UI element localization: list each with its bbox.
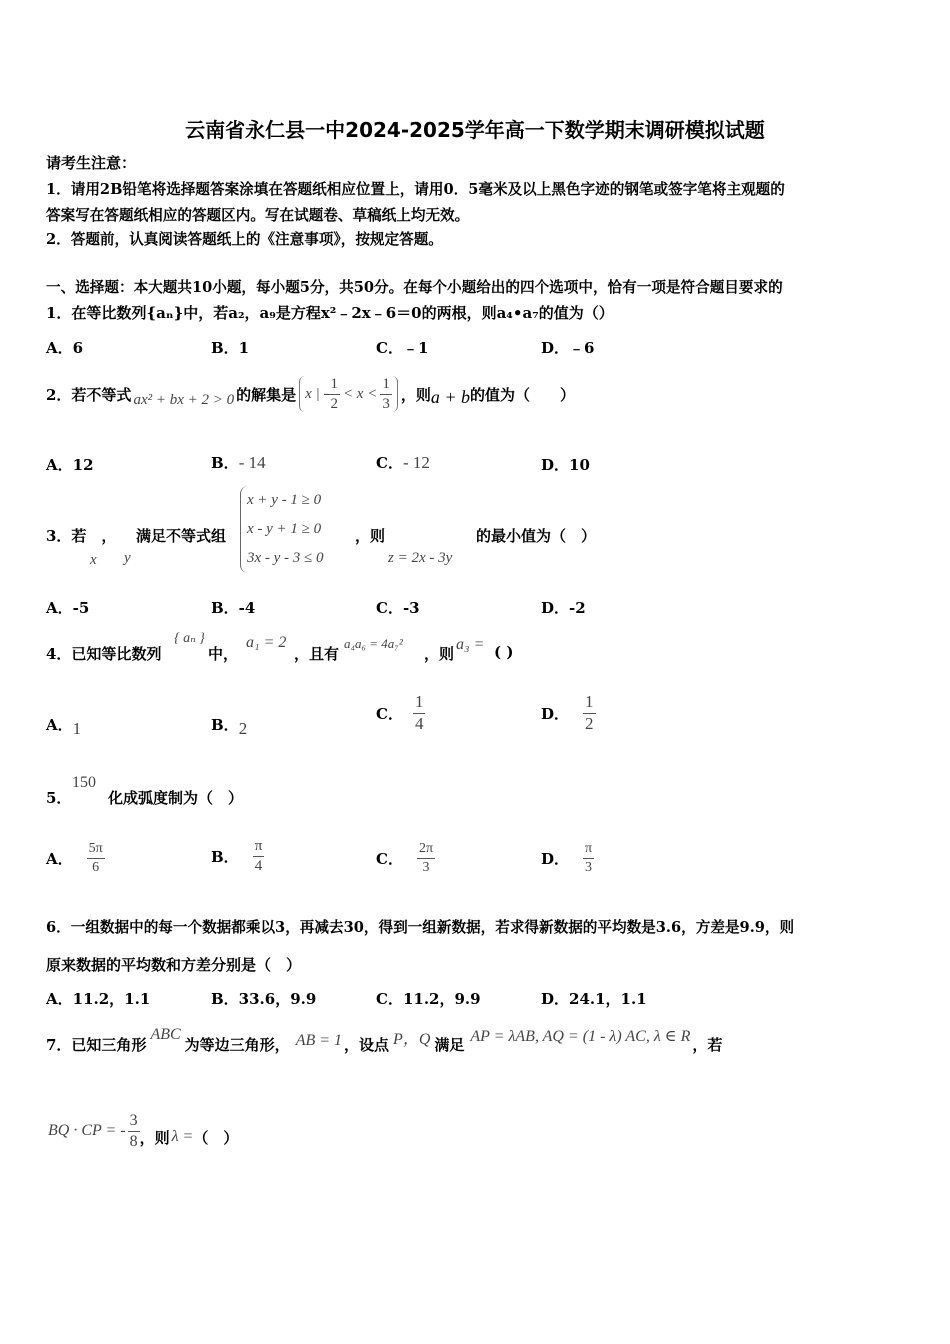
q5-option-b-num: π [253,838,265,857]
q2-set-mid: < x < [342,385,378,402]
q1-option-d: D．﹣6 [541,339,595,357]
q4-option-b [211,714,248,738]
notice-heading: 请考生注意： [46,154,137,172]
q2-text-1: 2．若不等式 [46,385,132,404]
q5-option-c-num: 2π [417,841,435,858]
q7-text-5: ，若 [692,1036,723,1054]
q3-text-1: 3．若 ， [46,527,117,545]
q4-option-a [46,714,82,738]
q4-option-a-value: 1 [72,719,82,738]
q5-option-b-label: B． [211,847,239,866]
q2-frac-2-den: 3 [382,395,390,412]
q4-option-b-label: B． [211,716,239,734]
q4-text-4: ，则 [424,645,455,663]
question-7-stem-2 [48,1108,238,1154]
q2-option-a: A．12 [46,456,94,474]
q7-text-6: ，则 [139,1128,170,1147]
q7-text-4: 满足 [434,1036,465,1054]
q4-text-1: 4．已知等比数列 [46,645,162,663]
q2-frac-1 [328,376,340,412]
q5-option-a-frac [87,841,105,875]
q7-text-1: 7．已知三角形 [46,1036,147,1054]
q6-option-a: A．11.2，1.1 [46,990,151,1008]
q4-option-c-den: 4 [414,713,424,733]
q2-option-d: D．10 [541,456,590,474]
q2-frac-2 [380,376,392,412]
q7-text-7: （ ） [193,1128,239,1147]
q3-text-4: 的最小值为（ ） [476,527,597,545]
q4-option-d-den: 2 [585,713,594,733]
q6-stem-line-1: 6．一组数据中的每一个数据都乘以3，再减去30，得到一组新数据，若求得新数据的平均数是3.6，方差是9.9，则 [46,919,795,936]
q5-degree: 150 [72,774,96,791]
q2-frac-1-den: 2 [330,395,338,412]
q2-option-c [376,452,430,473]
q5-option-d-frac [583,841,594,875]
q6-option-b: B．33.6，9.9 [211,990,317,1008]
q5-option-d-den: 3 [585,859,593,875]
page-title: 云南省永仁县一中2024-2025学年高一下数学期末调研模拟试题 [185,118,765,142]
q3-inequality-system [240,486,324,573]
q5-text-1: 5． [46,789,72,807]
section-heading: 一、选择题：本大题共10小题，每小题5分，共50分。在每个小题给出的四个选项中，恰有一项是符合题目要求的 [46,279,783,296]
q2-text-4: 的值为（ ） [470,385,576,404]
q7-condition: AP = λAB, AQ = (1 - λ) AC, λ ∈ R [470,1028,691,1045]
q5-option-a-label: A． [46,849,73,868]
q1-option-a: A．6 [46,339,84,357]
q5-text-2: 化成弧度制为（ ） [108,789,244,807]
q6-stem-line-2: 原来数据的平均数和方差分别是（ ） [46,956,302,974]
q3-objective: z = 2x - 3y [388,550,453,566]
q1-option-b: B．1 [211,339,250,357]
q2-text-2: 的解集是 [236,385,297,404]
q7-points: P，Q [393,1031,431,1048]
q4-text-3: ，且有 [294,645,340,663]
q4-text-2: 中， [208,645,239,663]
q4-option-a-label: A． [46,716,73,734]
q6-option-c: C．11.2，9.9 [376,990,481,1008]
q7-text-2: 为等边三角形， [184,1036,290,1054]
q3-text-2: 满足不等式组 [136,527,227,545]
q4-a1: a₁ = 2 [246,634,287,651]
q3-ineq-2: x - y + 1 ≥ 0 [247,521,322,537]
q5-option-b-frac [253,838,265,874]
q5-option-a-num: 5π [87,841,105,858]
q4-option-c-label: C． [376,704,403,723]
q4-option-c-frac [413,693,426,733]
q5-option-d-num: π [583,841,594,858]
q2-option-c-label: C． [376,454,403,472]
q4-option-c-num: 1 [413,693,426,714]
q4-option-d-label: D． [541,704,570,723]
q2-frac-1-num: 1 [328,376,340,395]
q2-inequality: ax² + bx + 2 > 0 [133,391,235,408]
q3-option-a: A．-5 [46,599,90,617]
q4-option-c [376,688,425,738]
q5-option-c [376,836,435,880]
q4-option-d [541,688,596,738]
q5-option-c-frac [417,841,435,875]
q5-option-c-den: 3 [422,859,430,875]
q6-option-d: D．24.1，1.1 [541,990,647,1008]
q3-option-d: D．-2 [541,599,586,617]
q2-frac-2-num: 1 [380,376,392,395]
q5-option-a-den: 6 [92,859,100,875]
notice-line-1a: 1．请用2B铅笔将选择题答案涂填在答题纸相应位置上，请用0．5毫米及以上黑色字迹的钢笔或签字笔将主观题的 [46,181,785,198]
q2-set-left: x | - [305,385,329,402]
q7-ab-eq-1: AB = 1 [295,1032,343,1049]
q4-option-b-value: 2 [238,719,248,738]
q5-option-b [211,832,264,880]
question-7-stem [46,1026,722,1055]
q7-fraction [128,1112,140,1150]
q3-var-x: x [90,552,97,568]
q4-sequence: { aₙ } [174,631,205,646]
question-2-stem [46,368,575,420]
q2-a-plus-b: a + b [430,386,471,407]
q7-dot-product: BQ · CP = - [48,1122,126,1139]
q4-option-d-num: 1 [583,693,596,714]
q5-option-b-den: 4 [254,857,263,874]
question-1-stem: 1．在等比数列{aₙ}中，若a₂，a₉是方程x²﹣2x﹣6＝0的两根，则a₄•a₇的值为（） [46,304,614,322]
q4-a3: a₃ = [456,636,485,653]
q4-relation: a₄a₆ = 4a₇² [344,636,403,651]
q5-option-d [541,836,594,880]
q4-text-5: ( ) [494,643,514,661]
q3-text-3: ，则 [355,527,386,545]
q2-option-c-value: - 12 [402,453,430,472]
q5-option-d-label: D． [541,849,570,868]
q7-text-3: ，设点 [344,1036,390,1054]
q3-option-c: C．-3 [376,599,420,617]
q2-text-3: ，则 [400,385,431,404]
q5-option-a [46,836,105,880]
q2-solution-set [299,376,398,412]
q3-ineq-3: 3x - y - 3 ≤ 0 [247,550,324,566]
q4-option-d-frac [583,693,596,733]
q3-option-b: B．-4 [211,599,256,617]
q2-option-b-value: - 14 [238,453,266,472]
q7-fraction-den: 8 [129,1132,138,1150]
q3-ineq-1: x + y - 1 ≥ 0 [247,492,322,508]
q2-option-b-label: B． [211,454,239,472]
notice-line-2: 2．答题前，认真阅读答题纸上的《注意事项》，按规定答题。 [46,231,443,248]
q2-option-b [211,452,266,473]
q3-var-y: y [124,550,131,566]
q7-fraction-num: 3 [128,1112,140,1132]
q7-lambda: λ = [171,1128,194,1145]
q7-abc: ABC [150,1026,181,1043]
q1-option-c: C．﹣1 [376,339,429,357]
q5-option-c-label: C． [376,849,403,868]
notice-line-1b: 答案写在答题纸相应的答题区内。写在试题卷、草稿纸上均无效。 [46,207,470,224]
